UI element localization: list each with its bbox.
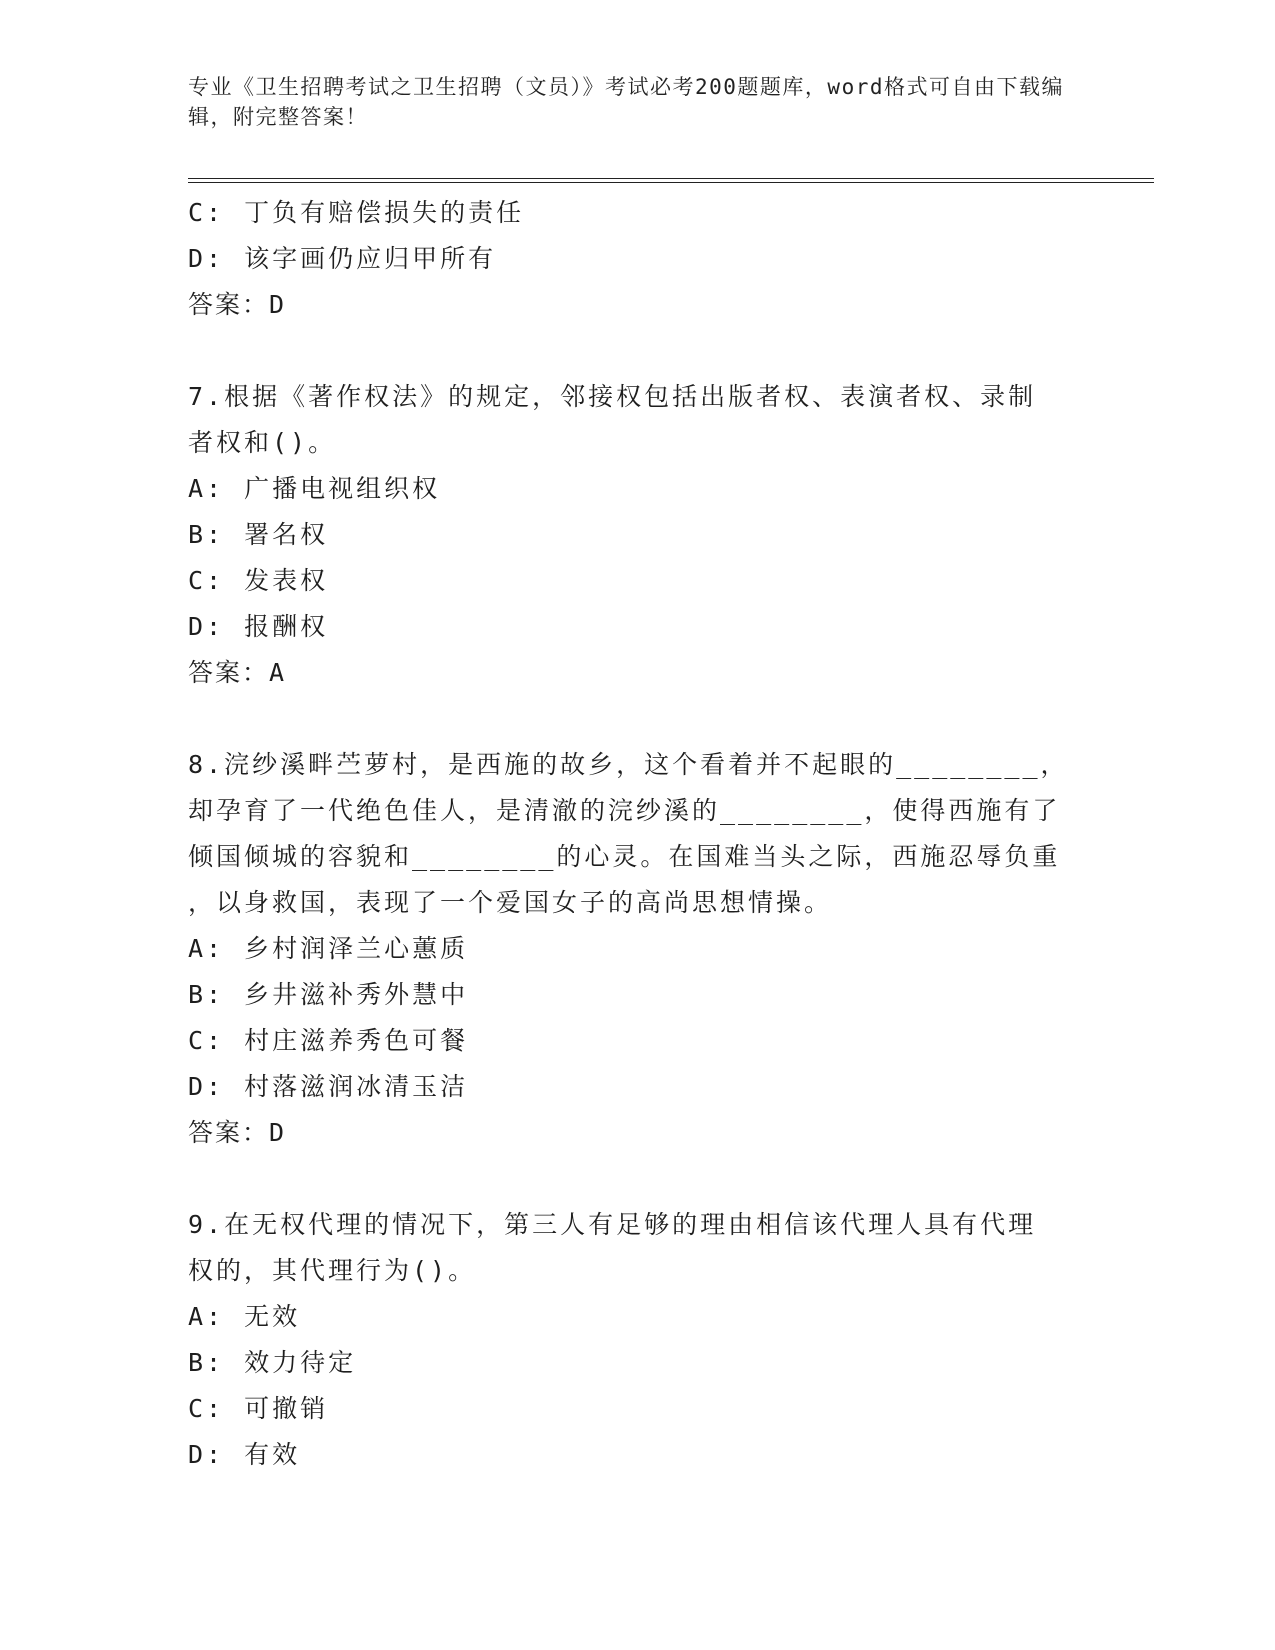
option-text: 丁负有赔偿损失的责任 [244,198,525,227]
option-text: 该字画仍应归甲所有 [244,244,497,273]
option-text: 无效 [244,1302,301,1331]
option-d [188,236,1068,282]
question-content [188,190,1068,1478]
answer-line: 答案：A [188,658,287,687]
option-d [188,1432,1068,1478]
option-key: D: [188,612,225,641]
option-key: C: [188,566,225,595]
question-7 [188,374,1068,696]
option-key: A: [188,934,225,963]
option-text: 乡井滋补秀外慧中 [244,980,469,1009]
option-key: D: [188,1072,225,1101]
option-text: 有效 [244,1440,301,1469]
option-c [188,558,1068,604]
option-text: 广播电视组织权 [244,474,441,503]
question-stem-line: ，以身救国，表现了一个爱国女子的高尚思想情操。 [188,888,833,917]
question-9 [188,1202,1068,1478]
option-key: C: [188,1026,225,1055]
option-text: 发表权 [244,566,329,595]
question-stem-line: 权的，其代理行为()。 [188,1256,477,1285]
option-a [188,926,1068,972]
option-b [188,972,1068,1018]
option-text: 可撤销 [244,1394,329,1423]
option-key: C: [188,198,225,227]
option-text: 村落滋润冰清玉洁 [244,1072,469,1101]
option-c [188,1386,1068,1432]
option-b [188,512,1068,558]
question-stem-line: 7.根据《著作权法》的规定，邻接权包括出版者权、表演者权、录制 [188,382,1037,411]
option-a [188,466,1068,512]
option-key: C: [188,1394,225,1423]
option-key: D: [188,244,225,273]
option-d [188,604,1068,650]
option-key: B: [188,980,225,1009]
option-c [188,190,1068,236]
answer-line: 答案：D [188,290,287,319]
option-d [188,1064,1068,1110]
option-b [188,1340,1068,1386]
question-8 [188,742,1068,1156]
option-a [188,1294,1068,1340]
question-stem-line: 8.浣纱溪畔苎萝村，是西施的故乡，这个看着并不起眼的________， [188,750,1069,779]
option-text: 乡村润泽兰心蕙质 [244,934,469,963]
question-stem-line: 者权和()。 [188,428,337,457]
option-key: A: [188,474,225,503]
question-stem-line: 倾国倾城的容貌和________的心灵。在国难当头之际，西施忍辱负重 [188,842,1061,871]
question-stem-line: 9.在无权代理的情况下，第三人有足够的理由相信该代理人具有代理 [188,1210,1037,1239]
option-text: 村庄滋养秀色可餐 [244,1026,469,1055]
document-header: 专业《卫生招聘考试之卫生招聘（文员）》考试必考200题题库，word格式可自由下载编辑，附完整答案！ [188,75,1064,129]
question-6-fragment [188,190,1068,328]
option-key: D: [188,1440,225,1469]
option-text: 署名权 [244,520,329,549]
option-c [188,1018,1068,1064]
answer-line: 答案：D [188,1118,287,1147]
option-key: A: [188,1302,225,1331]
question-stem-line: 却孕育了一代绝色佳人，是清澈的浣纱溪的________，使得西施有了 [188,796,1061,825]
option-text: 效力待定 [244,1348,357,1377]
option-key: B: [188,1348,225,1377]
option-text: 报酬权 [244,612,329,641]
header-divider-bottom [188,182,1154,183]
option-key: B: [188,520,225,549]
header-divider-top [188,178,1154,179]
